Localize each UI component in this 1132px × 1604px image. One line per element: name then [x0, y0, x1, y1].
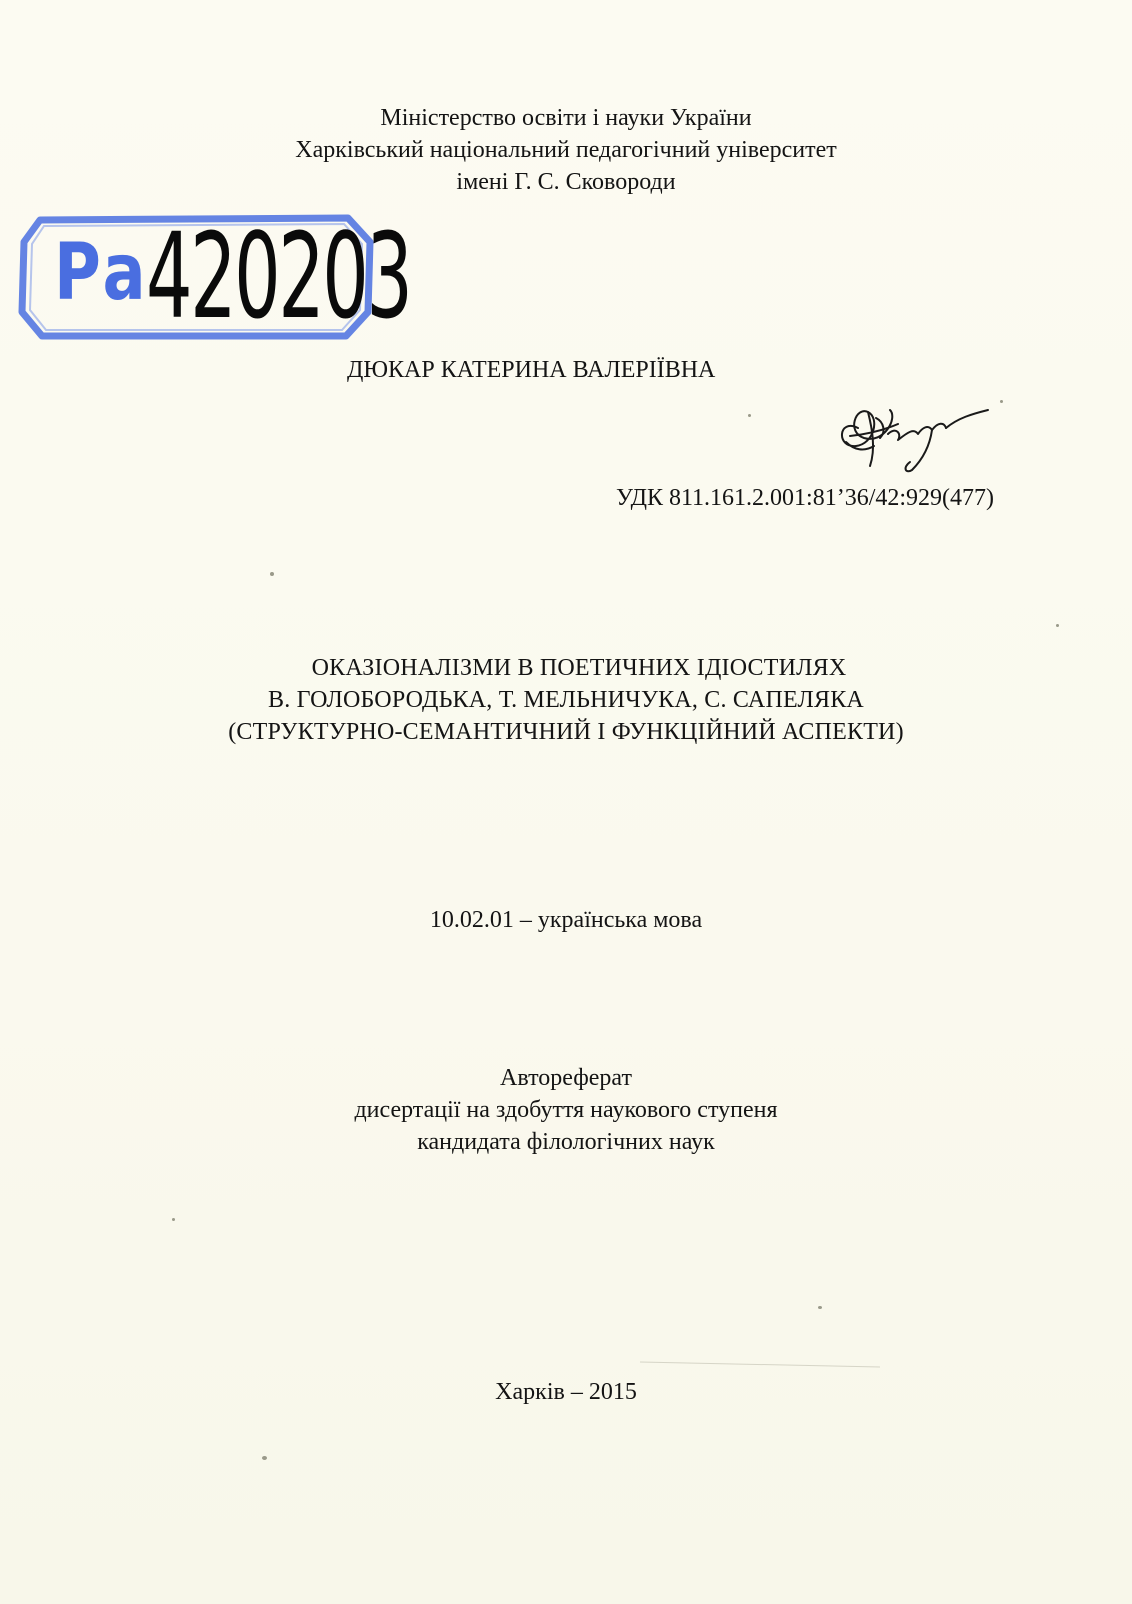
stamp-number: 420203 [146, 207, 411, 345]
abstract-line-3: кандидата філологічних наук [417, 1129, 715, 1155]
library-stamp [18, 207, 411, 345]
scan-speck [1056, 624, 1059, 627]
title-line-2: В. ГОЛОБОРОДЬКА, Т. МЕЛЬНИЧУКА, С. САПЕЛЯКА [268, 687, 864, 713]
handwritten-signature-icon [828, 388, 1003, 478]
place-year-line: Харків – 2015 [495, 1379, 637, 1405]
scan-speck [172, 1218, 175, 1221]
ministry-line: Міністерство освіти і науки України [380, 105, 752, 131]
scan-speck [1000, 400, 1003, 403]
scan-speck [748, 414, 751, 417]
title-line-1: ОКАЗІОНАЛІЗМИ В ПОЕТИЧНИХ ІДІОСТИЛЯХ [311, 655, 847, 681]
author-name: ДЮКАР КАТЕРИНА ВАЛЕРІЇВНА [347, 357, 716, 383]
university-line: Харківський національний педагогічний університет [295, 137, 837, 163]
stamp-prefix: Ра [54, 228, 148, 318]
scan-speck [818, 1306, 822, 1309]
title-line-3: (СТРУКТУРНО-СЕМАНТИЧНИЙ І ФУНКЦІЙНИЙ АСПЕКТИ) [228, 719, 904, 745]
abstract-line-2: дисертації на здобуття наукового ступеня [354, 1097, 778, 1123]
abstract-line-1: Автореферат [500, 1065, 632, 1091]
scan-speck [262, 1456, 267, 1460]
scan-speck [270, 572, 274, 576]
specialty-line: 10.02.01 – українська мова [429, 907, 703, 933]
udc-code: УДК 811.161.2.001:81’36/42:929(477) [616, 485, 995, 511]
scan-mark [640, 1361, 880, 1367]
named-after-line: імені Г. С. Сковороди [456, 169, 676, 195]
